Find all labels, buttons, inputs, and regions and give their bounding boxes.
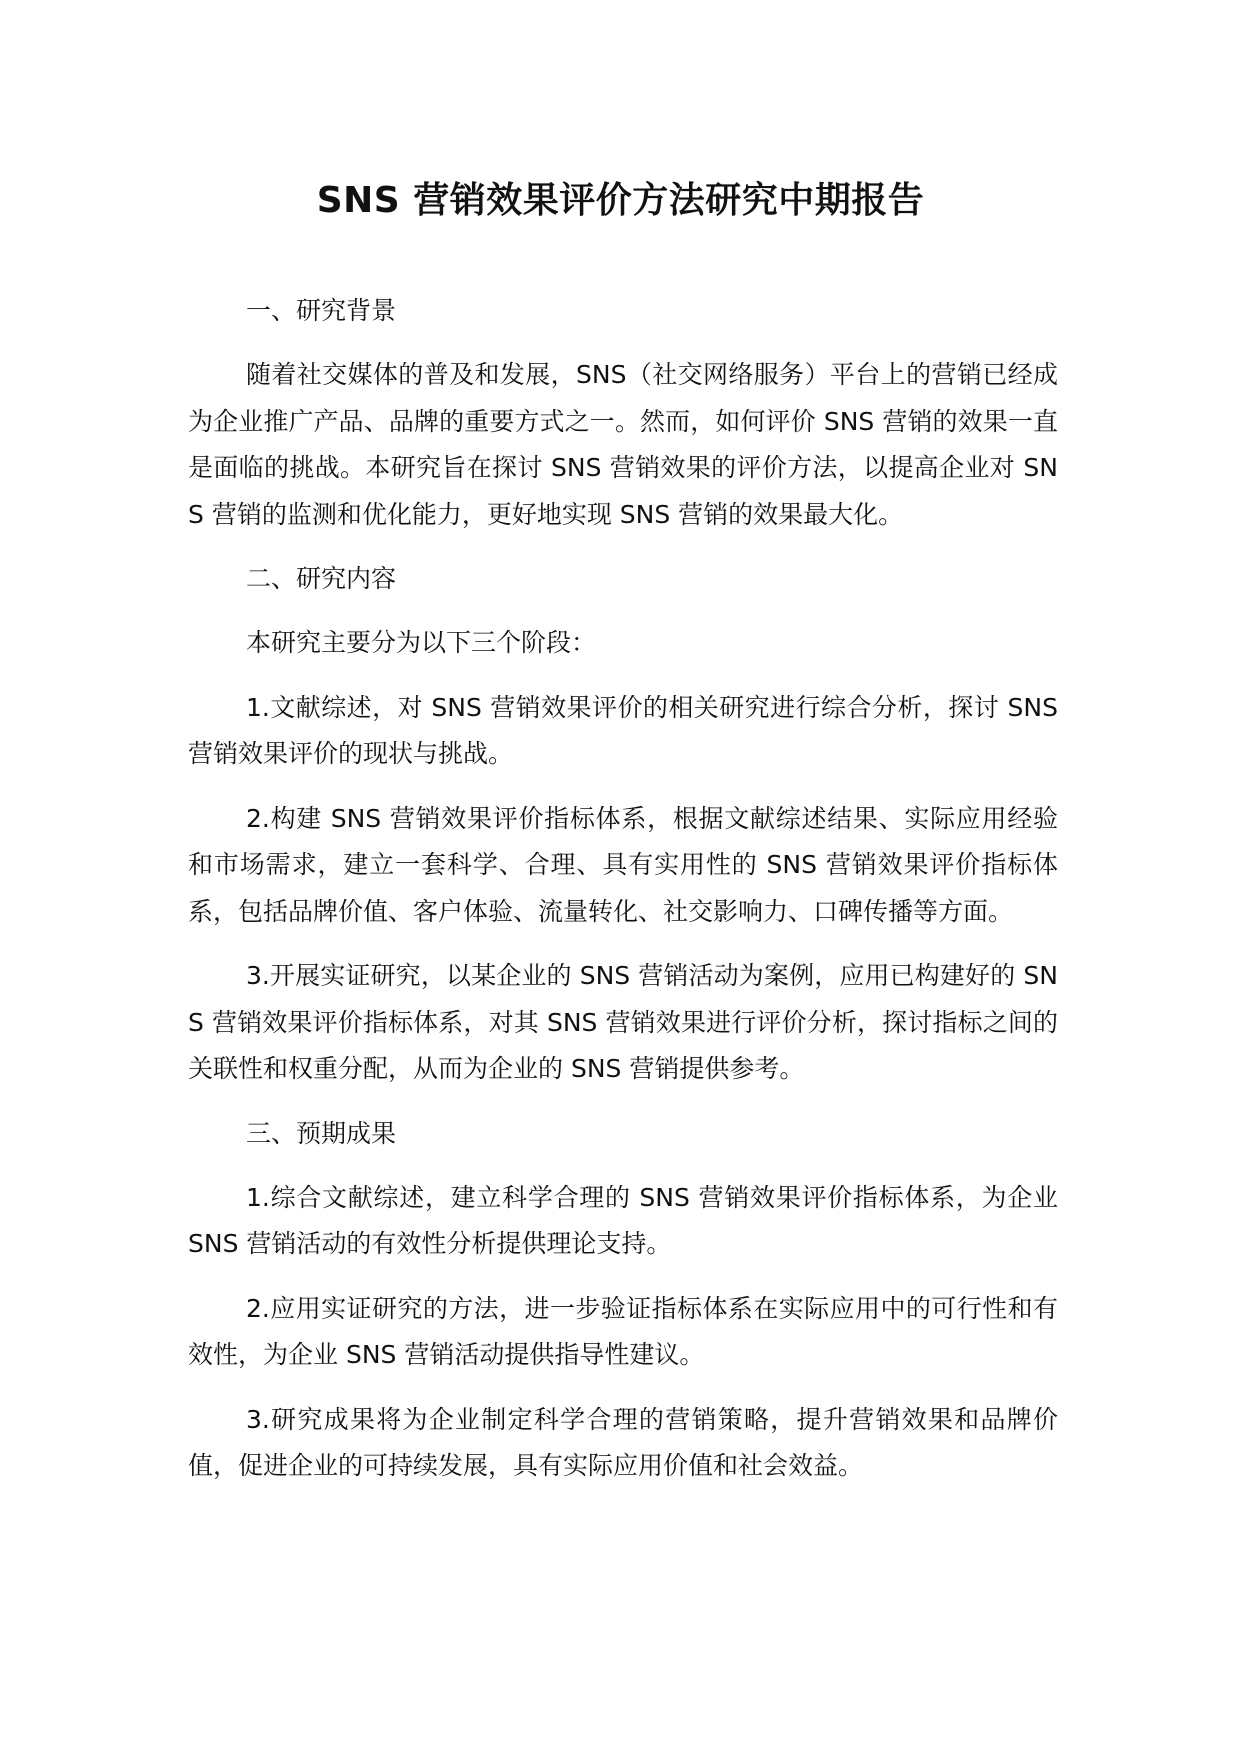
- section-background: [188, 288, 1058, 538]
- section-content: [188, 556, 1058, 1093]
- list-item: 1.综合文献综述，建立科学合理的 SNS 营销效果评价指标体系，为企业 SNS 营销活动的有效性分析提供理论支持。: [188, 1182, 1058, 1258]
- list-item: 3.开展实证研究，以某企业的 SNS 营销活动为案例，应用已构建好的 SNS 营销效果评价指标体系，对其 SNS 营销效果进行评价分析，探讨指标之间的关联性和权重分配，从而为企业的 SNS 营销提供参考。: [188, 961, 1058, 1083]
- body-paragraph: 本研究主要分为以下三个阶段：: [246, 628, 597, 657]
- document-body: [188, 288, 1058, 1508]
- section-heading: 三、预期成果: [246, 1118, 397, 1148]
- list-item: 2.应用实证研究的方法，进一步验证指标体系在实际应用中的可行性和有效性，为企业 SNS 营销活动提供指导性建议。: [188, 1293, 1058, 1369]
- document-title: SNS 营销效果评价方法研究中期报告: [316, 180, 925, 221]
- section-heading: 二、研究内容: [246, 564, 397, 593]
- list-item: 2.构建 SNS 营销效果评价指标体系，根据文献综述结果、实际应用经验和市场需求，建立一套科学、合理、具有实用性的 SNS 营销效果评价指标体系，包括品牌价值、客户体验、流量转化、社交影响力、口碑传播等方面。: [188, 803, 1058, 926]
- list-item: 3.研究成果将为企业制定科学合理的营销策略，提升营销效果和品牌价值，促进企业的可持续发展，具有实际应用价值和社会效益。: [188, 1404, 1058, 1480]
- section-expected-results: [188, 1111, 1058, 1490]
- list-item: 1.文献综述，对 SNS 营销效果评价的相关研究进行综合分析，探讨 SNS 营销效果评价的现状与挑战。: [188, 692, 1058, 768]
- section-heading: 一、研究背景: [246, 296, 397, 325]
- body-paragraph: 随着社交媒体的普及和发展，SNS（社交网络服务）平台上的营销已经成为企业推广产品、品牌的重要方式之一。然而，如何评价 SNS 营销的效果一直是面临的挑战。本研究旨在探讨 SNS 营销效果的评价方法，以提高企业对 SNS 营销的监测和优化能力，更好地实现 SNS 营销的效果最大化。: [188, 360, 1058, 529]
